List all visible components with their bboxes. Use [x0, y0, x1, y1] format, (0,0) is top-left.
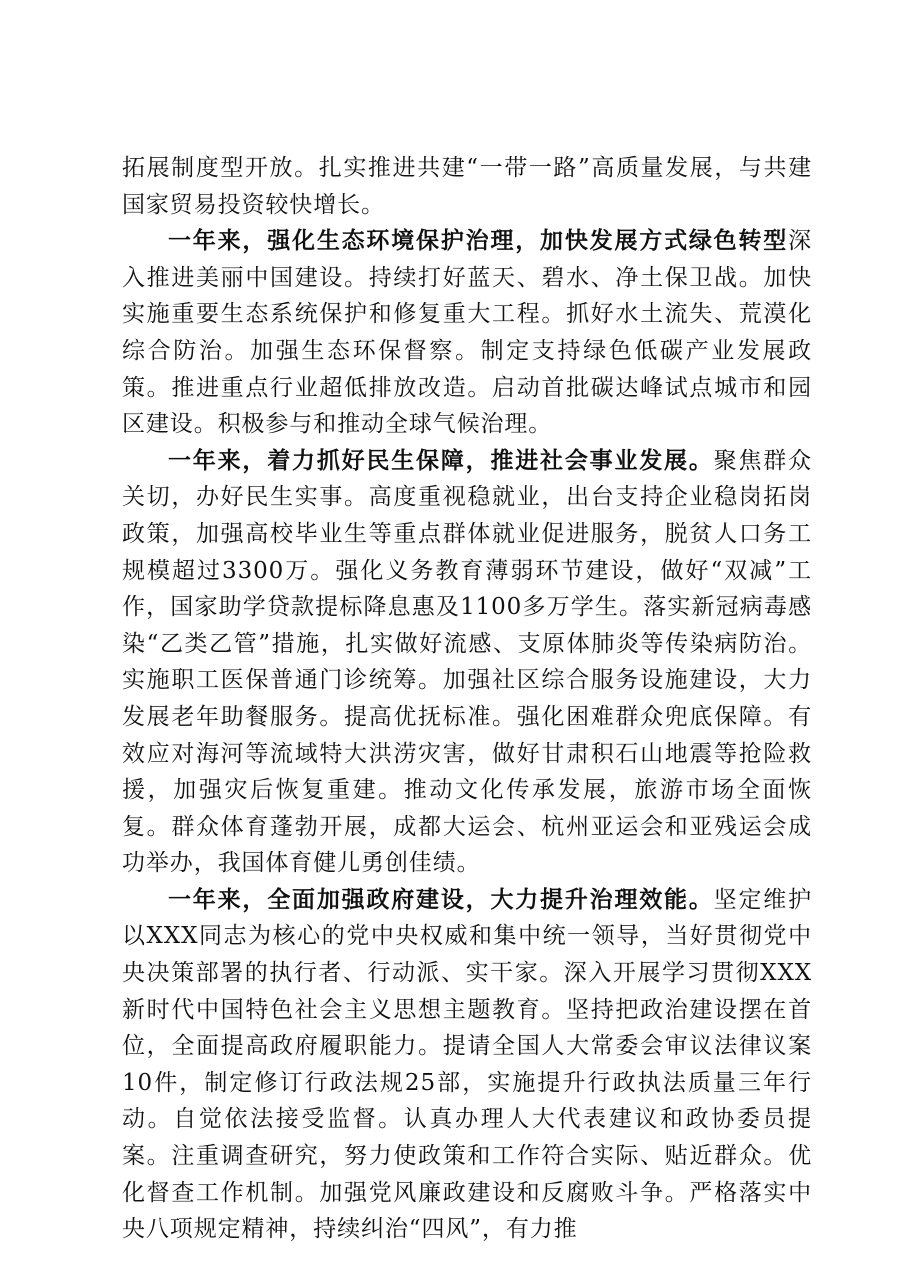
paragraph-text: 坚定维护以XXX同志为核心的党中央权威和集中统一领导，当好贯彻党中央决策部署的执行者、行动派、实干家。深入开展学习贯彻XXX新时代中国特色社会主义思想主题教育。坚持把政治建设摆在首位，全面提高政府履职能力。提请全国人大常委会审议法律议案10件，制定修订行政法规25部，实施提升行政执法质量三年行动。自觉依法接受监督。认真办理人大代表建议和政协委员提案。注重调查研究，努力使政策和工作符合实际、贴近群众。优化督查工作机制。加强党风廉政建设和反腐败斗争。严格落实中央八项规定精神，持续纠治“四风”，有力推: [122, 886, 812, 1243]
paragraph-heading: 一年来，全面加强政府建设，大力提升治理效能。: [168, 885, 714, 913]
paragraph-text: 深入推进美丽中国建设。持续打好蓝天、碧水、净土保卫战。加快实施重要生态系统保护和修复重大工程。抓好水土流失、荒漠化综合防治。加强生态环保督察。制定支持绿色低碳产业发展政策。推进重点行业超低排放改造。启动首批碳达峰试点城市和园区建设。积极参与和推动全球气候治理。: [122, 228, 812, 438]
paragraph-ecology: [122, 223, 812, 443]
body-text: [122, 150, 812, 1248]
paragraph-text: 拓展制度型开放。扎实推进共建“一带一路”高质量发展，与共建国家贸易投资较快增长。: [122, 155, 812, 218]
paragraph-heading: 一年来，着力抓好民生保障，推进社会事业发展。: [168, 446, 714, 474]
paragraph-government: [122, 882, 812, 1248]
paragraph-heading: 一年来，强化生态环境保护治理，加快发展方式绿色转型: [168, 227, 789, 255]
paragraph-livelihood: [122, 443, 812, 882]
paragraph-continuation: [122, 150, 812, 223]
paragraph-text: 聚焦群众关切，办好民生实事。高度重视稳就业，出台支持企业稳岗拓岗政策，加强高校毕业生等重点群体就业促进服务，脱贫人口务工规模超过3300万。强化义务教育薄弱环节建设，做好“双减”工作，国家助学贷款提标降息惠及1100多万学生。落实新冠病毒感染“乙类乙管”措施，扎实做好流感、支原体肺炎等传染病防治。实施职工医保普通门诊统筹。加强社区综合服务设施建设，大力发展老年助餐服务。提高优抚标准。强化困难群众兜底保障。有效应对海河等流域特大洪涝灾害，做好甘肃积石山地震等抢险救援，加强灾后恢复重建。推动文化传承发展，旅游市场全面恢复。群众体育蓬勃开展，成都大运会、杭州亚运会和亚残运会成功举办，我国体育健儿勇创佳绩。: [122, 447, 812, 877]
